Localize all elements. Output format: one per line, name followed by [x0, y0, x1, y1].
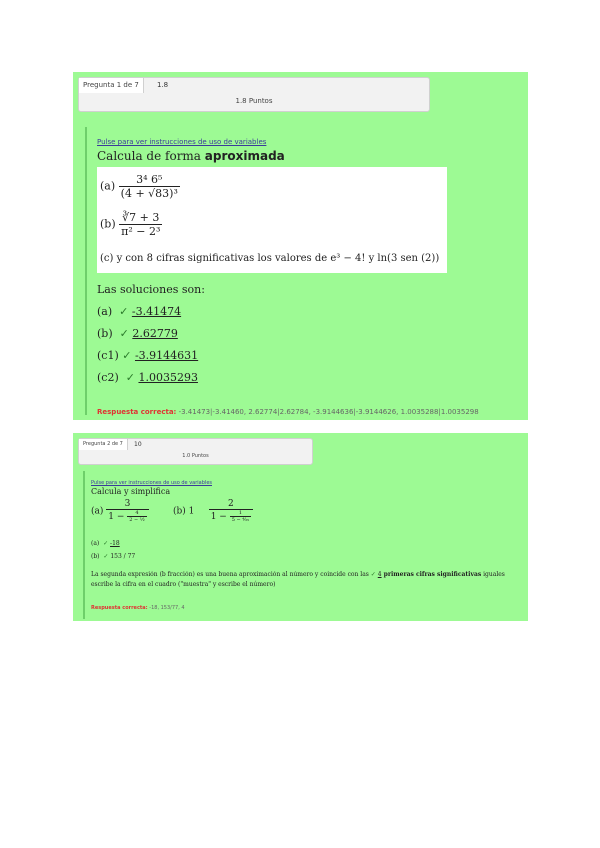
question-2-tab[interactable]: Pregunta 2 de 7 [79, 439, 128, 450]
answer-2a: (a) ✓ -18 [91, 540, 120, 547]
question-1-score-tab[interactable]: 1.8 [157, 81, 169, 89]
check-icon: ✓ [103, 553, 109, 560]
answer-2b-value[interactable]: 153 / 77 [110, 553, 136, 560]
check-icon: ✓ [125, 371, 135, 384]
check-icon: ✓ [119, 305, 129, 318]
variables-help-link[interactable]: Pulse para ver instrucciones de uso de variables [97, 138, 267, 146]
answer-c2-value[interactable]: 1.0035293 [138, 371, 198, 384]
answer-2a-value[interactable]: -18 [110, 540, 120, 547]
variables-help-link-2[interactable]: Pulse para ver instrucciones de uso de variables [91, 480, 212, 486]
sig-figs-answer[interactable]: 4 [377, 571, 382, 578]
question-1-header [78, 77, 430, 112]
question-2-header [78, 438, 313, 465]
question-2-explanation: La segunda expresión (b fracción) es una buena aproximación al número y coincide con las ✓ 4 primeras cifras significativas iguales [91, 571, 505, 578]
check-icon: ✓ [119, 327, 129, 340]
question-1-points: 1.8 Puntos [235, 97, 273, 105]
item-b-formula-2: (b) 1 2 1 − $\frac{1}{\text{5 − ⁴⁄₂₅}}$ [173, 499, 253, 523]
question-1-card [73, 72, 528, 420]
check-icon: ✓ [370, 571, 376, 578]
question-1-correct-answer: Respuesta correcta: -3.41473|-3.41460, 2.62774|2.62784, -3.9144636|-3.9144626, 1.0035288|1.0035298 [97, 408, 479, 416]
answer-b-value[interactable]: 2.62779 [132, 327, 178, 340]
question-1-left-bar [85, 127, 87, 415]
item-a-formula: (a) $\frac{\text{3⁴ 6⁵}}{\text{(4 + √83)³}}$ [100, 173, 178, 200]
answer-c1: (c1) ✓ -3.9144631 [97, 349, 199, 362]
question-2-card [73, 433, 528, 621]
item-b-formula: (b) $\frac{∛7 + 3}{\text{π² − 2³}}$ [100, 211, 161, 238]
item-c-text: (c) y con 8 cifras significativas los valores de e³ − 4! y ln(3 sen (2)) [100, 253, 440, 264]
answer-a: (a) ✓ -3.41474 [97, 305, 182, 318]
check-icon: ✓ [103, 540, 109, 547]
question-2-heading: Calcula y simplifica [91, 487, 171, 496]
question-2-score-tab[interactable]: 10 [134, 441, 142, 448]
answer-2b: (b) ✓ 153 / 77 [91, 553, 136, 560]
answer-c2: (c2) ✓ 1.0035293 [97, 371, 198, 384]
question-1-tab[interactable]: Pregunta 1 de 7 [79, 78, 144, 93]
question-2-left-bar [83, 471, 85, 619]
answer-a-value[interactable]: -3.41474 [131, 305, 182, 318]
question-1-formula-box [97, 167, 447, 273]
question-2-points: 1.0 Puntos [182, 453, 209, 459]
question-2-correct-answer: Respuesta correcta: -18, 153/77, 4 [91, 605, 185, 611]
answer-b: (b) ✓ 2.62779 [97, 327, 178, 340]
question-2-explanation-2: escribe la cifra en el cuadro ("muestra" y escribe el número) [91, 581, 276, 588]
answer-c1-value[interactable]: -3.9144631 [134, 349, 199, 362]
item-a-formula-2: (a) 3 1 − $\frac{4}{\text{2 − ½}}$ [91, 499, 149, 523]
question-1-heading: Calcula de forma aproximada [97, 149, 285, 163]
check-icon: ✓ [122, 349, 132, 362]
solutions-label: Las soluciones son: [97, 283, 205, 296]
